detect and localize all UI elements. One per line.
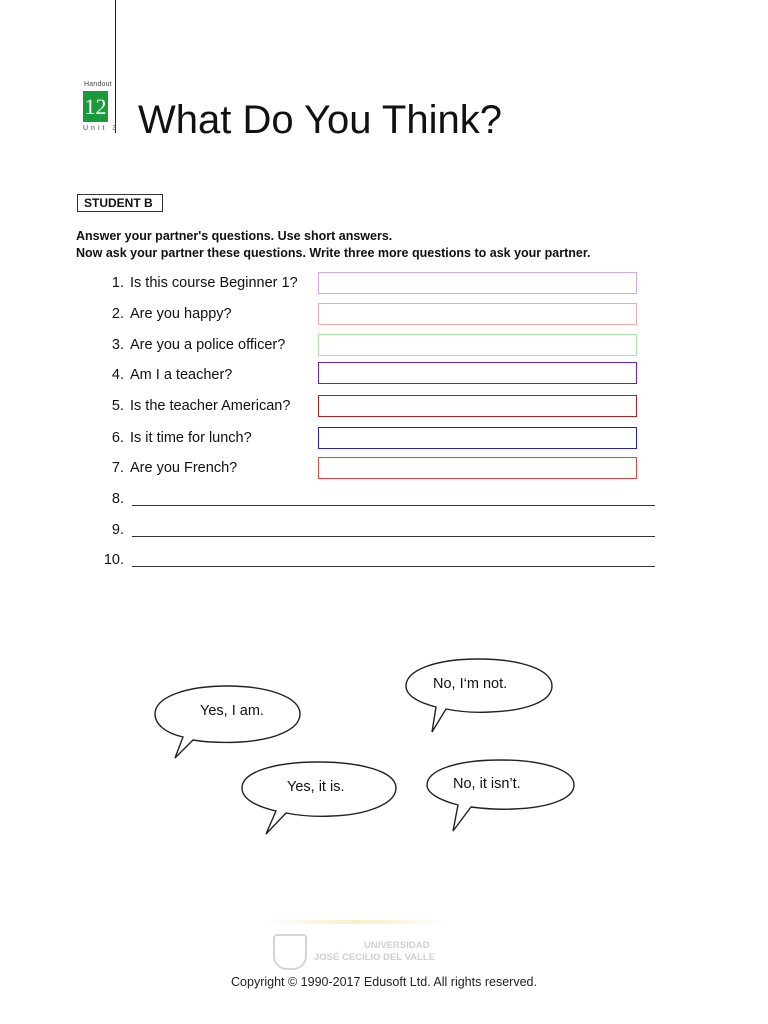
question-row: [0, 364, 768, 386]
answer-box[interactable]: [318, 303, 637, 325]
instruction-line-1: Answer your partner's questions. Use short answers.: [76, 229, 393, 243]
question-row: [0, 303, 768, 325]
logo-text-line-1: UNIVERSIDAD: [364, 940, 430, 951]
speech-bubble-shape: [240, 760, 398, 835]
copyright-notice: Copyright © 1990-2017 Edusoft Ltd. All rights reserved.: [231, 975, 537, 989]
question-row: [0, 457, 768, 479]
question-number: 6.: [111, 430, 124, 446]
write-in-line[interactable]: [132, 536, 655, 537]
question-row: [0, 272, 768, 294]
logo-accent-line: [265, 920, 450, 924]
question-number: 10.: [103, 552, 124, 568]
write-in-line[interactable]: [132, 505, 655, 506]
speech-bubble-text: No, I‘m not.: [433, 676, 508, 692]
question-number: 3.: [111, 337, 124, 353]
speech-bubble-text: Yes, it is.: [287, 779, 345, 795]
question-row: [0, 334, 768, 356]
question-text: Is the teacher American?: [130, 398, 291, 414]
speech-bubble-shape: [425, 758, 577, 832]
answer-box[interactable]: [318, 362, 637, 384]
unit-label: Unit 3: [83, 125, 120, 132]
speech-bubble-shape: [404, 657, 554, 733]
logo-text-line-2: JOSÉ CECILIO DEL VALLE: [314, 952, 436, 963]
student-label: STUDENT B: [77, 194, 163, 212]
question-text: Are you a police officer?: [130, 337, 286, 353]
question-text: Is this course Beginner 1?: [130, 275, 298, 291]
speech-bubble: [153, 684, 303, 759]
answer-box[interactable]: [318, 427, 637, 449]
question-text: Are you French?: [130, 460, 238, 476]
question-row: [0, 395, 768, 417]
question-row: [0, 427, 768, 449]
speech-bubble: [425, 758, 577, 832]
question-number: 9.: [111, 522, 124, 538]
question-number: 1.: [111, 275, 124, 291]
speech-bubble-text: No, it isn’t.: [453, 776, 521, 792]
question-text: Are you happy?: [130, 306, 232, 322]
question-number: 4.: [111, 367, 124, 383]
question-number: 5.: [111, 398, 124, 414]
page-title: What Do You Think?: [138, 98, 502, 142]
handout-number-badge: 12: [83, 91, 108, 122]
answer-box[interactable]: [318, 272, 637, 294]
question-number: 7.: [111, 460, 124, 476]
write-in-row: [0, 519, 768, 541]
write-in-line[interactable]: [132, 566, 655, 567]
university-watermark-logo: [265, 918, 450, 974]
shield-icon: [273, 934, 307, 970]
answer-box[interactable]: [318, 395, 637, 417]
write-in-row: [0, 549, 768, 571]
question-number: 2.: [111, 306, 124, 322]
write-in-row: [0, 488, 768, 510]
answer-box[interactable]: [318, 457, 637, 479]
instruction-line-2: Now ask your partner these questions. Write three more questions to ask your partner.: [76, 246, 591, 260]
handout-label: Handout: [84, 81, 112, 88]
answer-box[interactable]: [318, 334, 637, 356]
question-text: Am I a teacher?: [130, 367, 233, 383]
speech-bubble: [240, 760, 398, 835]
question-text: Is it time for lunch?: [130, 430, 252, 446]
question-number: 8.: [111, 491, 124, 507]
speech-bubble: [404, 657, 554, 733]
speech-bubble-shape: [153, 684, 303, 759]
speech-bubble-text: Yes, I am.: [200, 703, 264, 719]
header-divider-line: [115, 0, 116, 133]
